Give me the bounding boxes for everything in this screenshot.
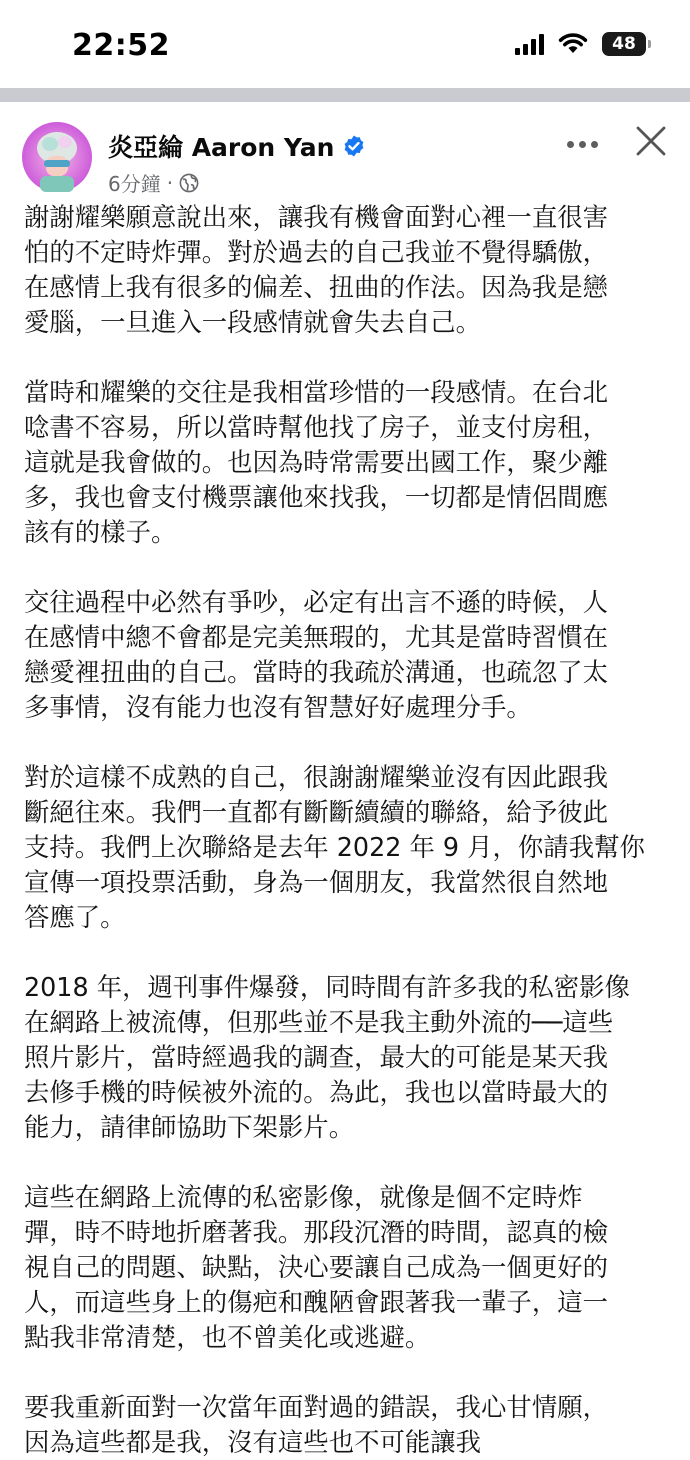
post-text-line: 照片影片，當時經過我的調查，最大的可能是某天我 xyxy=(24,1042,608,1072)
post-text-line: 怕的不定時炸彈。對於過去的自己我並不覺得驕傲， xyxy=(24,237,608,267)
close-icon[interactable] xyxy=(634,124,668,158)
post-text-line: 去修手機的時候被外流的。為此，我也以當時最大的 xyxy=(24,1077,608,1107)
post-text-line: 愛腦，一旦進入一段感情就會失去自己。 xyxy=(24,307,482,337)
meta-separator: · xyxy=(166,170,174,195)
post-text-line: 該有的樣子。 xyxy=(24,517,177,547)
post-paragraph xyxy=(24,375,670,550)
cellular-signal-icon xyxy=(515,33,544,55)
verified-badge-icon xyxy=(342,134,366,158)
avatar-image xyxy=(22,122,92,192)
post-text-line: 能力，請律師協助下架影片。 xyxy=(24,1112,355,1142)
post-text-line: 多事情，沒有能力也沒有智慧好好處理分手。 xyxy=(24,692,532,722)
post-text-line: 人，而這些身上的傷疤和醜陋會跟著我一輩子，這一 xyxy=(24,1287,608,1317)
status-time: 22:52 xyxy=(72,28,170,63)
more-options-button[interactable] xyxy=(562,132,602,156)
post-text-line: 多，我也會支付機票讓他來找我，一切都是情侶間應 xyxy=(24,482,608,512)
author-name[interactable]: 炎亞綸 Aaron Yan xyxy=(108,133,335,162)
post-text-line: 這些在網路上流傳的私密影像，就像是個不定時炸 xyxy=(24,1182,583,1212)
post-text-line: 答應了。 xyxy=(24,902,126,932)
post-text-line: 唸書不容易，所以當時幫他找了房子，並支付房租， xyxy=(24,412,608,442)
post-text-line: 點我非常清楚，也不曾美化或逃避。 xyxy=(24,1322,431,1352)
post-text-line: 宣傳一項投票活動，身為一個朋友，我當然很自然地 xyxy=(24,867,608,897)
post-text-line: 交往過程中必然有爭吵，必定有出言不遜的時候，人 xyxy=(24,587,608,617)
post-text-line: 謝謝耀樂願意說出來，讓我有機會面對心裡一直很害 xyxy=(24,202,608,232)
globe-icon xyxy=(179,173,199,193)
more-dot-icon xyxy=(567,141,574,148)
post-text-line: 2018 年，週刊事件爆發，同時間有許多我的私密影像 xyxy=(24,972,630,1002)
post-text-line: 戀愛裡扭曲的自己。當時的我疏於溝通，也疏忽了太 xyxy=(24,657,608,687)
post-paragraph xyxy=(24,1180,670,1355)
post-text-line: 視自己的問題、缺點，決心要讓自己成為一個更好的 xyxy=(24,1252,608,1282)
post-text-line: 斷絕往來。我們一直都有斷斷續續的聯絡，給予彼此 xyxy=(24,797,608,827)
more-dot-icon xyxy=(591,141,598,148)
post-paragraph xyxy=(24,200,670,340)
post-text-line: 在感情上我有很多的偏差、扭曲的作法。因為我是戀 xyxy=(24,272,608,302)
wifi-icon xyxy=(558,33,588,55)
status-bar xyxy=(0,0,690,90)
post-text-line: 支持。我們上次聯絡是去年 2022 年 9 月，你請我幫你 xyxy=(24,832,645,862)
post-body xyxy=(24,200,670,1457)
battery-indicator: 48 xyxy=(602,32,646,56)
post-text-line: 要我重新面對一次當年面對過的錯誤，我心甘情願， xyxy=(24,1392,608,1422)
post-paragraph xyxy=(24,970,670,1145)
author-row xyxy=(108,128,366,164)
post-paragraph xyxy=(24,760,670,935)
post-text-line: 因為這些都是我，沒有這些也不可能讓我 xyxy=(24,1427,482,1457)
status-icons xyxy=(515,32,646,56)
header-divider xyxy=(0,88,690,102)
post-text-line: 這就是我會做的。也因為時常需要出國工作，聚少離 xyxy=(24,447,608,477)
avatar[interactable] xyxy=(22,122,92,192)
post-header xyxy=(0,102,690,198)
post-text-line: 當時和耀樂的交往是我相當珍惜的一段感情。在台北 xyxy=(24,377,608,407)
post-time[interactable]: 6分鐘 xyxy=(108,172,161,196)
post-text-line: 在網路上被流傳，但那些並不是我主動外流的──這些 xyxy=(24,1007,614,1037)
more-dot-icon xyxy=(579,141,586,148)
post-meta xyxy=(108,168,199,197)
post-text-line: 彈，時不時地折磨著我。那段沉潛的時間，認真的檢 xyxy=(24,1217,608,1247)
post-text-line: 在感情中總不會都是完美無瑕的，尤其是當時習慣在 xyxy=(24,622,608,652)
post-paragraph xyxy=(24,585,670,725)
post-text-line: 對於這樣不成熟的自己，很謝謝耀樂並沒有因此跟我 xyxy=(24,762,608,792)
post-paragraph xyxy=(24,1390,670,1460)
